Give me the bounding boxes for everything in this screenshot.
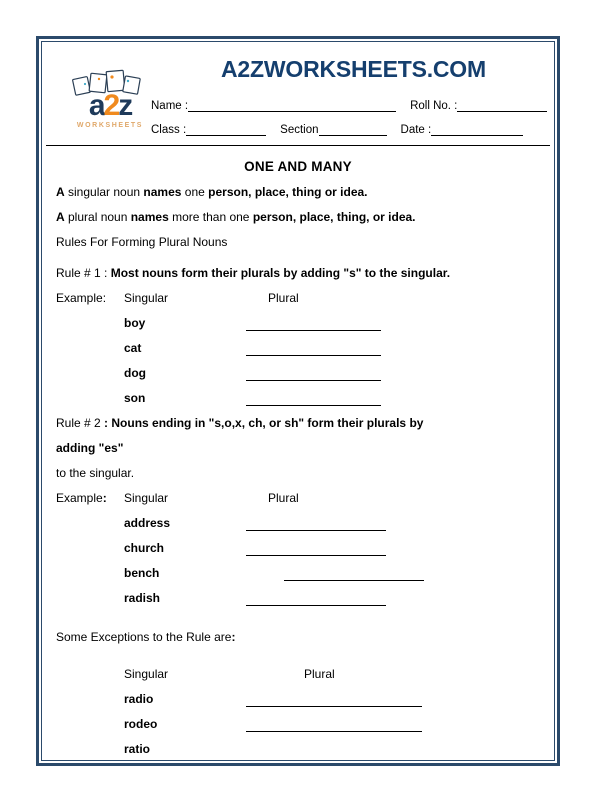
roll-label: Roll No. : bbox=[410, 100, 458, 112]
rule-2-word-3: radish bbox=[124, 591, 161, 605]
intro1-part-4: person, place, thing or idea. bbox=[208, 185, 368, 199]
table-row bbox=[56, 586, 540, 611]
class-label: Class : bbox=[151, 124, 187, 136]
class-section-date-row bbox=[151, 124, 550, 136]
brand-title: A2ZWORKSHEETS.COM bbox=[221, 56, 486, 82]
intro2-part-3: more than one bbox=[168, 210, 253, 224]
class-input-blank[interactable] bbox=[186, 124, 266, 136]
logo-letter-2: 2 bbox=[103, 89, 119, 122]
rule-2-answer-blank-1[interactable] bbox=[246, 555, 386, 556]
exceptions-note bbox=[56, 625, 540, 650]
name-input-blank[interactable] bbox=[188, 100, 396, 112]
exceptions-plural-header: Plural bbox=[304, 667, 335, 681]
rule-1-answer-blank-0[interactable] bbox=[246, 330, 381, 331]
exceptions-note-text: Some Exceptions to the Rule are bbox=[56, 630, 232, 644]
rule-1-example-label: Example: bbox=[56, 291, 107, 305]
rule-2-example-text: Example bbox=[56, 491, 103, 505]
exceptions-answer-blank-1[interactable] bbox=[246, 731, 422, 732]
rule-2-example-label bbox=[56, 486, 107, 511]
section-input-blank[interactable] bbox=[319, 124, 387, 136]
exceptions-word-0: radio bbox=[124, 692, 154, 706]
intro-line-2 bbox=[56, 205, 540, 230]
rule-1-table-header bbox=[56, 286, 540, 311]
a2z-wordmark bbox=[64, 90, 156, 122]
rule-2-text-line-3: to the singular. bbox=[56, 466, 135, 480]
rule-1-word-0: boy bbox=[124, 316, 146, 330]
rule-2-example-colon: : bbox=[102, 491, 107, 505]
table-row bbox=[56, 311, 540, 336]
rule-2-answer-blank-0[interactable] bbox=[246, 530, 386, 531]
date-label: Date : bbox=[400, 124, 432, 136]
rule-2-word-0: address bbox=[124, 516, 171, 530]
rule-1-answer-blank-3[interactable] bbox=[246, 405, 381, 406]
a2z-logo bbox=[64, 68, 156, 140]
intro1-part-2: names bbox=[143, 185, 182, 199]
intro2-part-0: A bbox=[56, 210, 65, 224]
rule-1-singular-header: Singular bbox=[124, 291, 169, 305]
name-label: Name : bbox=[151, 100, 189, 112]
intro-line-1 bbox=[56, 180, 540, 205]
rule-2-label: Rule # 2 bbox=[56, 416, 105, 430]
rule-1-plural-header: Plural bbox=[268, 291, 299, 305]
table-row bbox=[56, 687, 540, 712]
exceptions-answer-blank-0[interactable] bbox=[246, 706, 422, 707]
rule-1-text: Most nouns form their plurals by adding "s" to the singular. bbox=[110, 266, 451, 280]
worksheet-content bbox=[46, 159, 550, 756]
rules-intro: Rules For Forming Plural Nouns bbox=[56, 235, 228, 249]
section-label: Section bbox=[280, 124, 319, 136]
rule-1-word-1: cat bbox=[124, 341, 142, 355]
rule-2-answer-blank-2[interactable] bbox=[284, 580, 424, 581]
table-row bbox=[56, 712, 540, 737]
rule-1-answer-blank-1[interactable] bbox=[246, 355, 381, 356]
intro1-part-3: one bbox=[181, 185, 209, 199]
intro2-part-1: plural noun bbox=[64, 210, 131, 224]
rule-1-answer-blank-2[interactable] bbox=[246, 380, 381, 381]
roll-input-blank[interactable] bbox=[457, 100, 547, 112]
rule-2-table-header bbox=[56, 486, 540, 511]
date-input-blank[interactable] bbox=[431, 124, 523, 136]
exceptions-table-header bbox=[56, 662, 540, 687]
intro1-part-1: singular noun bbox=[64, 185, 144, 199]
rule-2-text-line-2: adding "es" bbox=[56, 441, 124, 455]
table-row bbox=[56, 536, 540, 561]
intro1-part-0: A bbox=[56, 185, 65, 199]
exceptions-singular-header: Singular bbox=[124, 667, 169, 681]
table-row bbox=[56, 737, 540, 756]
exceptions-word-1: rodeo bbox=[124, 717, 158, 731]
rule-2-heading bbox=[56, 411, 540, 436]
exceptions-note-colon: : bbox=[231, 630, 236, 644]
table-row bbox=[56, 386, 540, 411]
table-row bbox=[56, 361, 540, 386]
rule-2-singular-header: Singular bbox=[124, 491, 169, 505]
rule-2-text-line-1: : Nouns ending in "s,o,x, ch, or sh" form their plurals by bbox=[104, 416, 424, 430]
table-row bbox=[56, 511, 540, 536]
rule-1-label: Rule # 1 : bbox=[56, 266, 111, 280]
page-title: ONE AND MANY bbox=[244, 159, 352, 174]
worksheet-header bbox=[46, 46, 550, 146]
table-row bbox=[56, 336, 540, 361]
table-row bbox=[56, 561, 540, 586]
worksheet-sheet bbox=[46, 46, 550, 756]
worksheet-frame-inner bbox=[41, 41, 555, 761]
rule-2-plural-header: Plural bbox=[268, 491, 299, 505]
rule-1-word-2: dog bbox=[124, 366, 146, 380]
exceptions-word-2: ratio bbox=[124, 742, 151, 756]
rule-2-answer-blank-3[interactable] bbox=[246, 605, 386, 606]
worksheet-frame bbox=[36, 36, 560, 766]
intro2-part-4: person, place, thing, or idea. bbox=[252, 210, 416, 224]
logo-subtitle: WORKSHEETS bbox=[76, 122, 144, 129]
rule-2-word-2: bench bbox=[124, 566, 160, 580]
intro2-part-2: names bbox=[130, 210, 169, 224]
rule-2-word-1: church bbox=[124, 541, 165, 555]
name-roll-row bbox=[151, 100, 550, 112]
logo-letter-a: a bbox=[88, 89, 104, 122]
logo-letter-z: z bbox=[118, 89, 132, 122]
rule-1-heading bbox=[56, 261, 540, 286]
rule-1-word-3: son bbox=[124, 391, 146, 405]
